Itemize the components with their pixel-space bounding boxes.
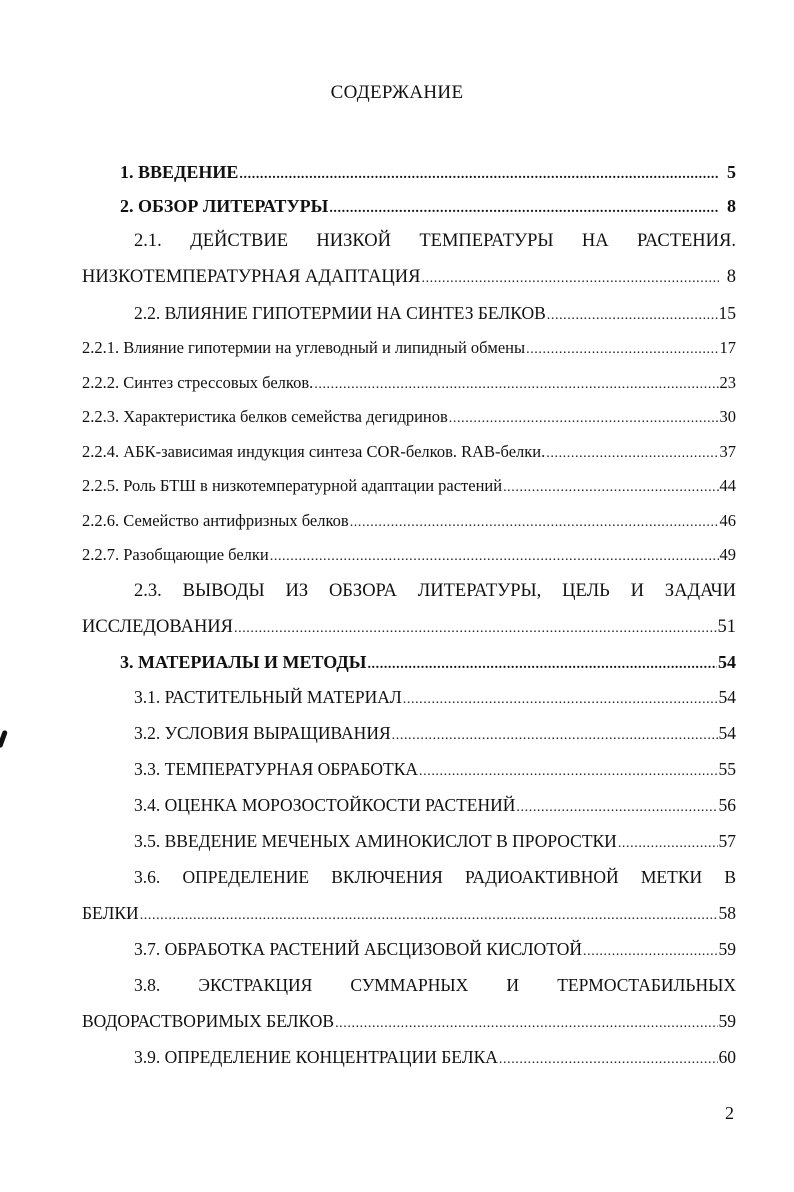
dot-leader (499, 1042, 718, 1078)
dot-leader (403, 682, 718, 718)
scan-mark (0, 730, 8, 749)
toc-entry-first-line[interactable]: 2.3. ВЫВОДЫ ИЗ ОБЗОРА ЛИТЕРАТУРЫ, ЦЕЛЬ И ЗАДАЧИ (134, 580, 736, 601)
toc-entry-text: 2.2.6. Семейство антифризных белков (82, 510, 349, 530)
toc-entry-page: 58 (718, 902, 736, 923)
toc-entry-page: 56 (718, 794, 736, 815)
toc-entry-page: 51 (717, 616, 736, 637)
toc-entry-text: 1. ВВЕДЕНИЕ (120, 162, 239, 182)
toc-entry[interactable] (82, 435, 736, 470)
dot-leader (350, 506, 719, 541)
dot-leader (449, 402, 719, 437)
dot-leader (335, 1006, 717, 1042)
toc-entry[interactable] (82, 400, 736, 435)
toc-entry-text: 2.2.7. Разобщающие белки (82, 545, 269, 564)
dot-leader (583, 934, 717, 970)
toc-entry-text: 2.2.5. Роль БТШ в низкотемпературной адаптации растений (82, 476, 503, 495)
toc-entry-page: 37 (719, 441, 736, 461)
dot-leader (140, 898, 718, 934)
toc-entry-first-line[interactable]: 3.8. ЭКСТРАКЦИЯ СУММАРНЫХ И ТЕРМОСТАБИЛЬНЫХ (134, 974, 736, 995)
toc-entry-text: 2.2. ВЛИЯНИЕ ГИПОТЕРМИИ НА СИНТЕЗ БЕЛКОВ (134, 303, 546, 323)
table-of-contents (82, 155, 736, 1075)
toc-entry[interactable] (82, 189, 736, 223)
toc-entry[interactable] (82, 895, 736, 931)
dot-leader (392, 718, 718, 754)
toc-entry-text: 2.2.1. Влияние гипотермии на углеводный и липидный обмены (82, 338, 526, 357)
toc-entry-text: ИССЛЕДОВАНИЯ (82, 616, 233, 637)
dot-leader (270, 540, 719, 575)
toc-entry-text: 3.7. ОБРАБОТКА РАСТЕНИЙ АБСЦИЗОВОЙ КИСЛОТОЙ (134, 938, 583, 959)
dot-leader (421, 261, 719, 297)
toc-entry[interactable] (82, 295, 736, 331)
dot-leader (419, 754, 717, 790)
toc-entry-text: 2. ОБЗОР ЛИТЕРАТУРЫ (120, 196, 329, 216)
toc-entry[interactable] (82, 331, 736, 366)
toc-entry[interactable] (82, 259, 736, 295)
toc-entry-page: 8 (726, 267, 736, 287)
toc-entry-text: 3.4. ОЦЕНКА МОРОЗОСТОЙКОСТИ РАСТЕНИЙ (134, 794, 516, 815)
dot-leader (516, 790, 717, 826)
toc-entry-page: 15 (718, 303, 736, 323)
toc-entry[interactable] (82, 1003, 736, 1039)
toc-entry-page: 49 (719, 545, 736, 564)
dot-leader (618, 826, 718, 862)
toc-entry-text: 2.2.2. Синтез стрессовых белков. (82, 372, 314, 392)
toc-entry[interactable] (82, 469, 736, 504)
page-number: 2 (725, 1103, 734, 1123)
dot-leader (239, 158, 719, 192)
toc-entry-text: 3.1. РАСТИТЕЛЬНЫЙ МАТЕРИАЛ (134, 686, 402, 707)
dot-leader (547, 298, 718, 334)
toc-entry-page: 54 (718, 651, 736, 672)
toc-entry[interactable] (82, 504, 736, 539)
toc-entry-page: 8 (727, 196, 736, 216)
toc-entry-page: 57 (718, 830, 736, 851)
toc-entry-text: 3.5. ВВЕДЕНИЕ МЕЧЕНЫХ АМИНОКИСЛОТ В ПРОРОСТКИ (134, 830, 617, 851)
dot-leader (234, 611, 717, 647)
dot-leader (526, 333, 718, 368)
page-title: СОДЕРЖАНИЕ (330, 82, 464, 103)
toc-entry-text: 3.3. ТЕМПЕРАТУРНАЯ ОБРАБОТКА (134, 758, 419, 779)
toc-entry-page: 5 (727, 162, 736, 182)
toc-entry-text: 2.2.3. Характеристика белков семейства дегидринов (82, 407, 448, 426)
toc-entry[interactable] (82, 538, 736, 573)
toc-entry[interactable] (82, 787, 736, 823)
toc-entry-page: 17 (719, 338, 736, 357)
toc-entry[interactable] (82, 609, 736, 645)
toc-entry[interactable] (82, 679, 736, 715)
toc-entry[interactable] (82, 751, 736, 787)
toc-entry-text: ВОДОРАСТВОРИМЫХ БЕЛКОВ (82, 1010, 335, 1031)
toc-entry-page: 59 (718, 938, 736, 959)
toc-entry[interactable] (82, 366, 736, 401)
dot-leader (314, 368, 718, 403)
toc-entry[interactable] (82, 645, 736, 679)
dot-leader (329, 192, 719, 226)
dot-leader (546, 437, 718, 472)
toc-entry-text: 3.2. УСЛОВИЯ ВЫРАЩИВАНИЯ (134, 722, 391, 743)
dot-leader (367, 648, 717, 682)
toc-entry-first-line[interactable]: 2.1. ДЕЙСТВИЕ НИЗКОЙ ТЕМПЕРАТУРЫ НА РАСТЕНИЯ. (134, 231, 736, 251)
toc-entry[interactable] (82, 715, 736, 751)
toc-entry[interactable] (82, 155, 736, 189)
toc-entry-first-line[interactable]: 3.6. ОПРЕДЕЛЕНИЕ ВКЛЮЧЕНИЯ РАДИОАКТИВНОЙ МЕТКИ В (134, 866, 736, 887)
toc-entry-page: 46 (719, 510, 736, 530)
toc-entry-page: 54 (718, 722, 736, 743)
toc-entry[interactable] (82, 931, 736, 967)
toc-entry-page: 55 (718, 758, 736, 779)
toc-entry-text: 3. МАТЕРИАЛЫ И МЕТОДЫ (120, 651, 367, 672)
toc-entry-page: 23 (719, 372, 736, 392)
toc-entry-page: 60 (718, 1046, 736, 1067)
toc-entry-text: 3.9. ОПРЕДЕЛЕНИЕ КОНЦЕНТРАЦИИ БЕЛКА (134, 1046, 498, 1067)
dot-leader (503, 471, 718, 506)
toc-entry-page: 44 (719, 476, 736, 495)
toc-entry-page: 30 (719, 407, 736, 426)
toc-entry-text: 2.2.4. АБК-зависимая индукция синтеза COR-белков. RAB-белки. (82, 441, 546, 461)
toc-entry[interactable] (82, 1039, 736, 1075)
toc-entry[interactable] (82, 823, 736, 859)
toc-entry-page: 59 (718, 1010, 736, 1031)
toc-entry-text: БЕЛКИ (82, 902, 139, 923)
toc-entry-page: 54 (718, 686, 736, 707)
toc-entry-text: НИЗКОТЕМПЕРАТУРНАЯ АДАПТАЦИЯ (82, 267, 421, 287)
